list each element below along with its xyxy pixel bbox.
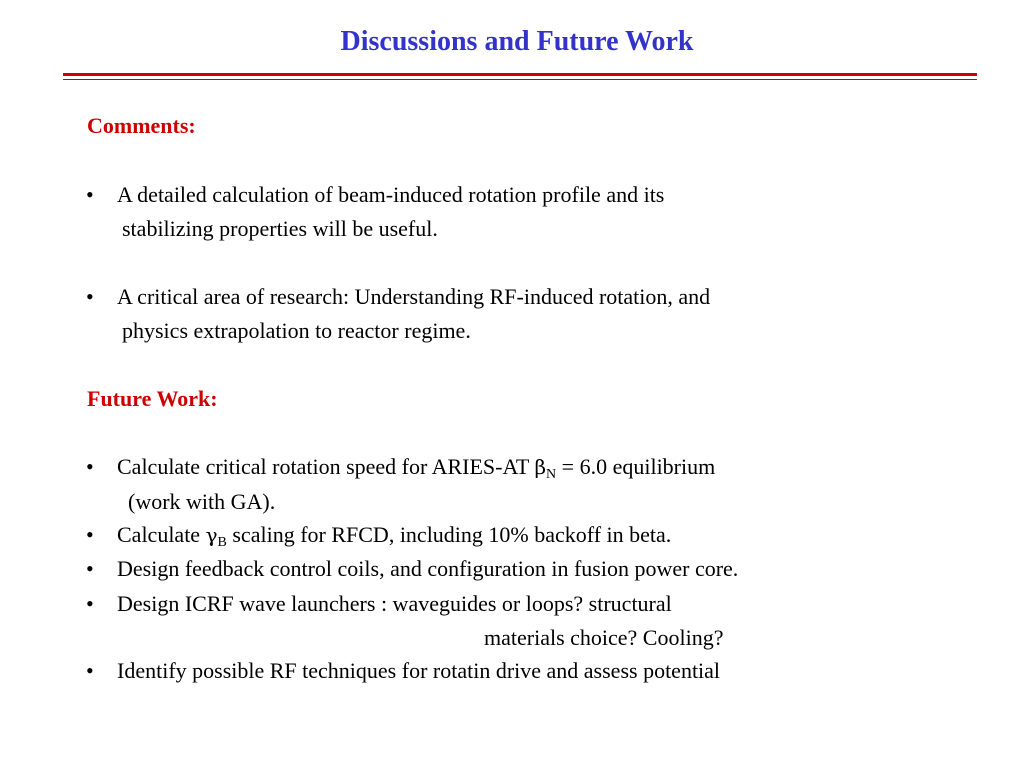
future-work-bullet-2 — [86, 518, 1006, 553]
future-1-text-after: = 6.0 equilibrium — [556, 454, 716, 479]
bullet-marker: • — [86, 556, 94, 581]
future-work-bullet-4 — [86, 587, 1006, 654]
title-divider-thin — [63, 79, 977, 80]
comments-heading: Comments: — [87, 113, 196, 138]
future-work-bullet-5 — [86, 654, 1006, 688]
bullet-marker: • — [86, 522, 94, 547]
comment-1-line-2: stabilizing properties will be useful. — [122, 215, 438, 241]
gamma-subscript: B — [217, 535, 227, 550]
slide-title: Discussions and Future Work — [340, 26, 694, 57]
future-4-line-1: Design ICRF wave launchers : waveguides or loops? structural — [117, 591, 672, 616]
bullet-marker: • — [86, 454, 94, 479]
beta-subscript: N — [546, 467, 557, 482]
title-divider-thick — [63, 73, 977, 76]
future-work-bullet-1 — [86, 450, 1006, 518]
bullet-marker: • — [86, 591, 94, 616]
future-4-line-2: materials choice? Cooling? — [484, 624, 724, 650]
bullet-marker: • — [86, 284, 94, 309]
comment-bullet-1 — [86, 178, 1006, 245]
comment-bullet-2 — [86, 280, 1006, 347]
future-work-heading: Future Work: — [87, 386, 218, 411]
comment-2-line-2: physics extrapolation to reactor regime. — [122, 317, 471, 343]
gamma-symbol: γ — [205, 523, 218, 547]
future-1-text-before: Calculate critical rotation speed for ARIES-AT — [117, 454, 535, 479]
future-5-text: Identify possible RF techniques for rotatin drive and assess potential — [117, 658, 721, 683]
future-1-line-2: (work with GA). — [128, 488, 276, 514]
bullet-marker: • — [86, 658, 94, 683]
future-3-text: Design feedback control coils, and configuration in fusion power core. — [117, 556, 739, 581]
comment-2-line-1: A critical area of research: Understanding RF-induced rotation, and — [117, 284, 711, 309]
future-2-text-after: scaling for RFCD, including 10% backoff in beta. — [226, 522, 672, 547]
future-work-bullet-3 — [86, 552, 1006, 586]
future-2-text-before: Calculate — [117, 522, 206, 547]
comment-1-line-1: A detailed calculation of beam-induced rotation profile and its — [117, 182, 665, 207]
bullet-marker: • — [86, 182, 94, 207]
beta-symbol: β — [534, 455, 547, 479]
